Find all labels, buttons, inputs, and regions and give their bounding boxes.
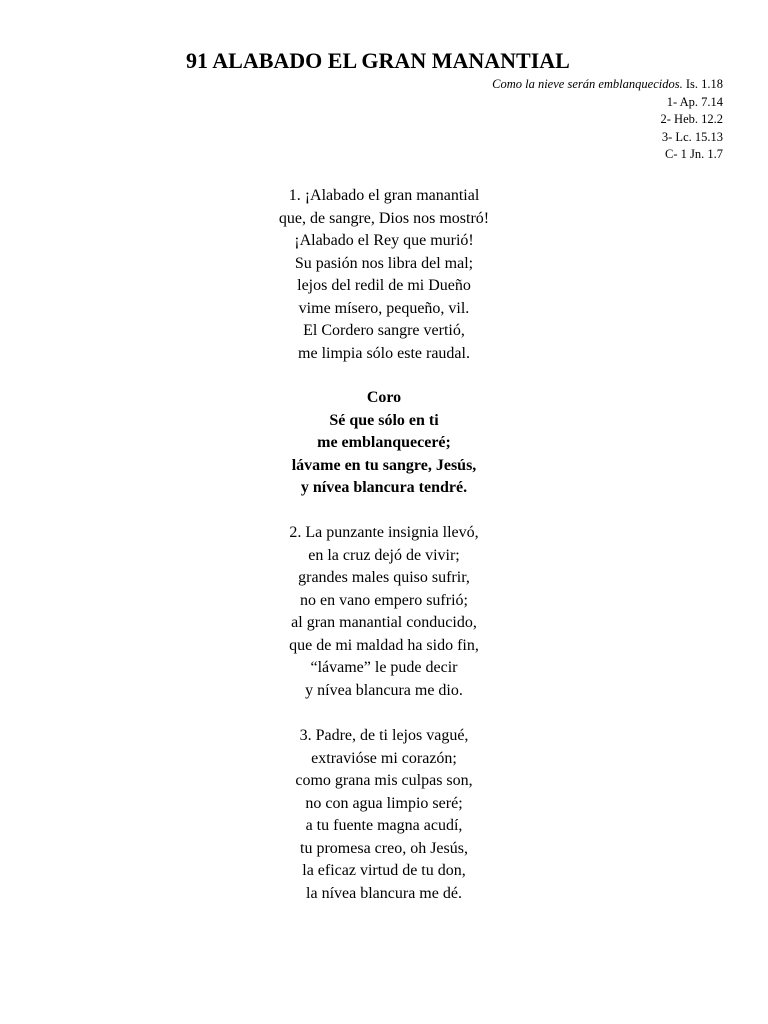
verse-line: me limpia sólo este raudal. <box>298 344 470 362</box>
chorus-line: Sé que sólo en ti <box>329 411 439 429</box>
reference-verse-3: 3- Lc. 15.13 <box>661 129 723 144</box>
reference-chorus: C- 1 Jn. 1.7 <box>665 147 723 161</box>
verse-line: en la cruz dejó de vivir; <box>308 546 460 564</box>
verse-line: extravióse mi corazón; <box>311 749 457 767</box>
verse-line: al gran manantial conducido, <box>291 614 477 631</box>
verse-line: 2. La punzante insignia llevó, <box>289 524 479 541</box>
scripture-references <box>492 76 723 164</box>
verse-line: no con agua limpio seré; <box>305 794 463 812</box>
verse-line: “lávame” le pude decir <box>310 659 458 676</box>
verse-line: como grana mis culpas son, <box>295 772 473 789</box>
reference-verse-2: 2- Heb. 12.2 <box>660 112 723 126</box>
verse-line: que, de sangre, Dios nos mostró! <box>278 209 490 227</box>
epigraph-text: Como la nieve serán emblanquecidos. <box>492 77 683 91</box>
chorus-line: y nívea blancura tendré. <box>300 479 468 496</box>
verse-line: ¡Alabado el Rey que murió! <box>294 232 474 249</box>
verse-line: la nívea blancura me dé. <box>306 884 462 902</box>
verse-line: a tu fuente magna acudí, <box>305 817 463 834</box>
verse-line: tu promesa creo, oh Jesús, <box>300 839 468 857</box>
verse-3 <box>184 725 584 905</box>
verse-line: no en vano empero sufrió; <box>300 591 468 609</box>
verse-line: grandes males quiso sufrir, <box>298 569 470 586</box>
chorus-line: me emblanqueceré; <box>317 434 451 451</box>
song-title: 91 ALABADO EL GRAN MANANTIAL <box>186 48 570 73</box>
chorus-line: lávame en tu sangre, Jesús, <box>291 456 477 474</box>
reference-verse-1: 1- Ap. 7.14 <box>666 94 723 109</box>
verse-line: 1. ¡Alabado el gran manantial <box>288 187 480 204</box>
epigraph <box>492 76 723 94</box>
verse-line: y nívea blancura me dio. <box>305 681 463 699</box>
verse-1 <box>184 185 584 365</box>
verse-line: Su pasión nos libra del mal; <box>294 254 474 272</box>
verse-line: lejos del redil de mi Dueño <box>297 277 471 294</box>
verse-line: la eficaz virtud de tu don, <box>302 862 466 879</box>
verse-line: vime mísero, pequeño, vil. <box>298 299 470 317</box>
verse-line: El Cordero sangre vertió, <box>303 322 465 339</box>
verse-line: 3. Padre, de ti lejos vagué, <box>299 727 469 744</box>
epigraph-reference: Is. 1.18 <box>685 77 723 91</box>
verse-2 <box>184 522 584 702</box>
chorus-heading: Coro <box>366 389 402 406</box>
chorus <box>184 387 584 500</box>
verse-line: que de mi maldad ha sido fin, <box>289 636 479 654</box>
